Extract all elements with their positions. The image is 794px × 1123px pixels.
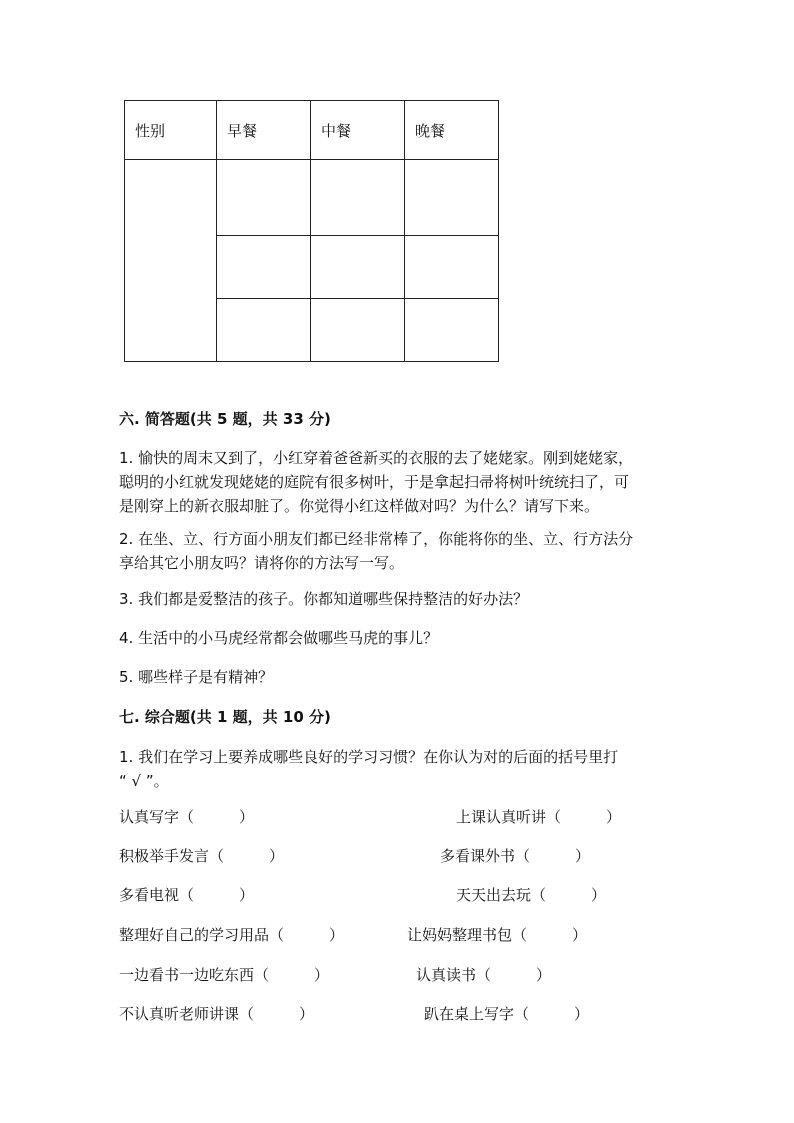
section7-heading: 七. 综合题(共 1 题，共 10 分): [119, 708, 331, 726]
question-line: 1. 我们在学习上要养成哪些良好的学习习惯？在你认为对的后面的括号里打: [119, 748, 619, 766]
table-cell: [405, 160, 499, 236]
table-header-cell: 早餐: [217, 101, 311, 160]
section7-question-1: [119, 745, 618, 793]
option-left: 多看电视（ ）: [119, 886, 255, 904]
section6-question-5: 5. 哪些样子是有精神？: [119, 668, 274, 686]
table-cell: [217, 160, 311, 236]
question-line: 享给其它小朋友吗？请将你的方法写一写。: [119, 554, 405, 572]
question-line: 是刚穿上的新衣服却脏了。你觉得小红这样做对吗？为什么？请写下来。: [119, 497, 600, 515]
table-row: [125, 160, 499, 236]
option-right: 上课认真听讲（ ）: [456, 808, 622, 826]
table-cell: [405, 236, 499, 299]
option-right: 认真读书（ ）: [416, 966, 552, 984]
table-header-row: [125, 101, 499, 160]
table-header-cell: 晚餐: [405, 101, 499, 160]
table-cell: [311, 160, 405, 236]
option-left: 积极举手发言（ ）: [119, 847, 285, 865]
section6-question-2: [119, 527, 633, 575]
option-right: 天天出去玩（ ）: [456, 886, 607, 904]
section6-question-3: 3. 我们都是爱整洁的孩子。你都知道哪些保持整洁的好办法？: [119, 590, 529, 608]
table-cell: [405, 299, 499, 362]
option-right: 趴在桌上写字（ ）: [424, 1005, 590, 1023]
option-left: 一边看书一边吃东西（ ）: [119, 966, 330, 984]
question-line: 2. 在坐、立、行方面小朋友们都已经非常棒了，你能将你的坐、立、行方法分: [119, 530, 634, 548]
section6-heading: 六. 简答题(共 5 题，共 33 分): [119, 410, 331, 428]
table-cell: [311, 299, 405, 362]
option-right: 多看课外书（ ）: [440, 847, 591, 865]
table-header-cell: 中餐: [311, 101, 405, 160]
option-right: 让妈妈整理书包（ ）: [407, 926, 588, 944]
table-cell: [311, 236, 405, 299]
option-left: 整理好自己的学习用品（ ）: [119, 926, 345, 944]
table-cell-merged: [125, 160, 217, 362]
section6-question-4: 4. 生活中的小马虎经常都会做哪些马虎的事儿？: [119, 629, 439, 647]
option-left: 认真写字（ ）: [119, 808, 255, 826]
section6-question-1: [119, 446, 633, 518]
question-line: 1. 愉快的周末又到了，小红穿着爸爸新买的衣服的去了姥姥家。刚到姥姥家，: [119, 449, 634, 467]
question-line: 聪明的小红就发现姥姥的庭院有很多树叶，于是拿起扫帚将树叶统统扫了，可: [119, 473, 630, 491]
table-header-cell: 性别: [125, 101, 217, 160]
table-cell: [217, 299, 311, 362]
table-cell: [217, 236, 311, 299]
meal-table: [124, 100, 499, 362]
option-left: 不认真听老师讲课（ ）: [119, 1005, 315, 1023]
question-line: “ √ ”。: [119, 772, 169, 790]
